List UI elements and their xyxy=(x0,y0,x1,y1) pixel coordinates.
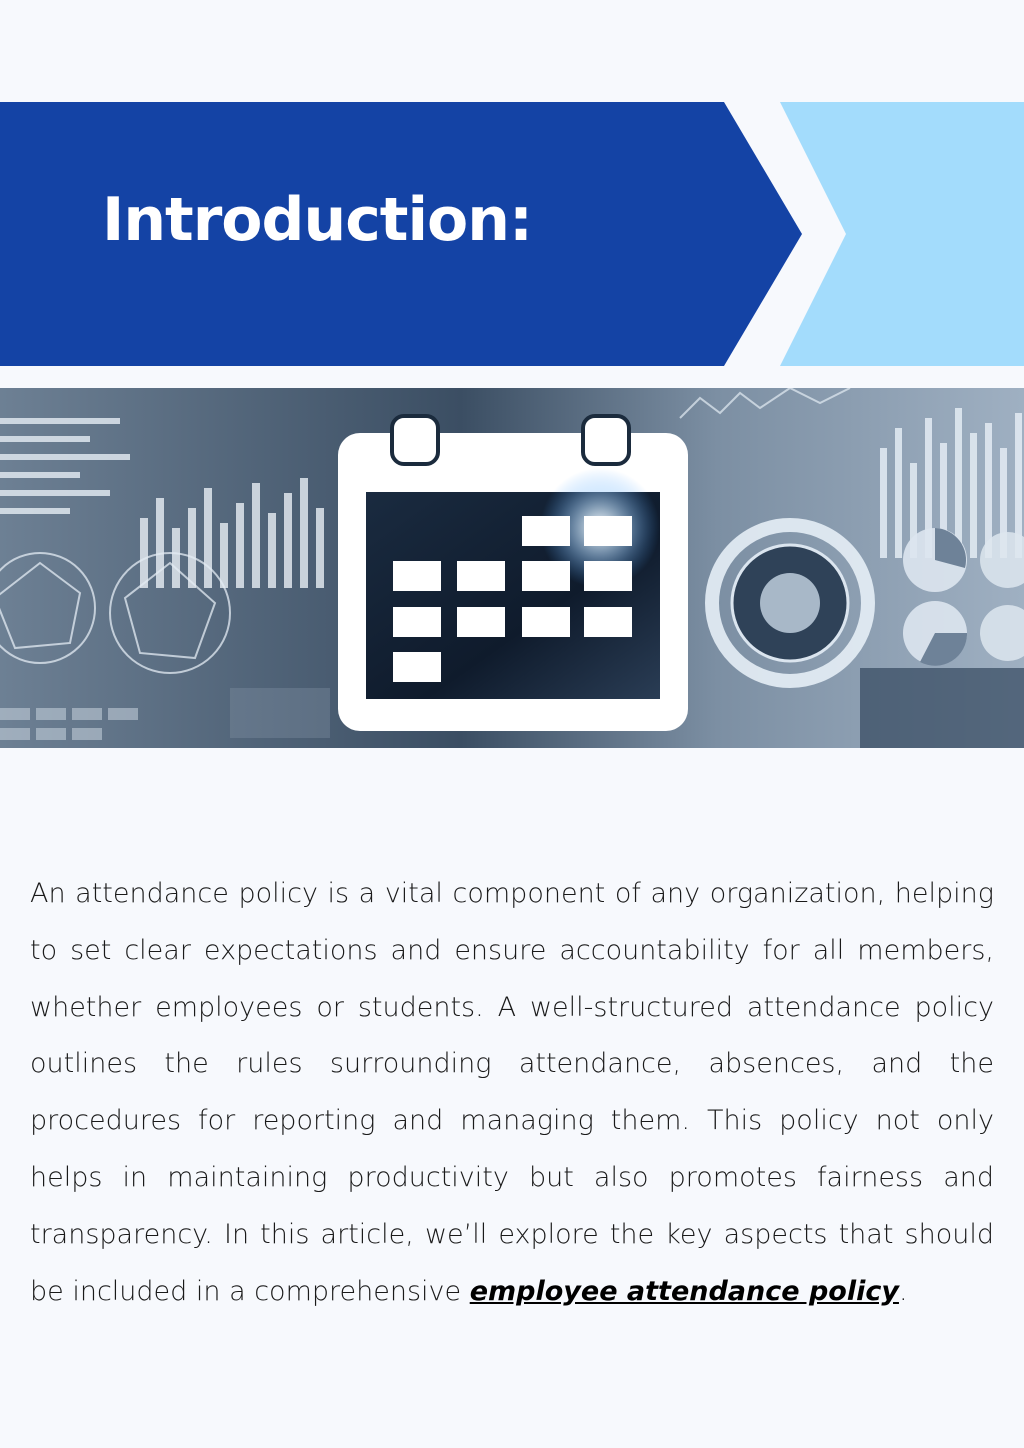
calendar-icon xyxy=(338,416,688,731)
article-tail: . xyxy=(898,1275,908,1307)
employee-attendance-policy-link[interactable]: employee attendance policy xyxy=(469,1275,899,1307)
section-title: Introduction: xyxy=(102,185,532,255)
article-body-text: An attendance policy is a vital component of any organization, helping to set clear expectations and ensure accountability for all members, whether employees or students. A well-structured attendance policy outlines the rules surrounding attendance, absences, and the procedures for reporting and managing them. This policy not only helps in maintaining productivity but also promotes fairness and transparency. In this article, we’ll explore the key aspects that should be included in a comprehensive xyxy=(30,878,994,1307)
banner-arrow-light xyxy=(780,102,1024,366)
article-paragraph xyxy=(30,866,994,1320)
analytics-background xyxy=(0,388,1024,748)
hero-image xyxy=(0,388,1024,748)
